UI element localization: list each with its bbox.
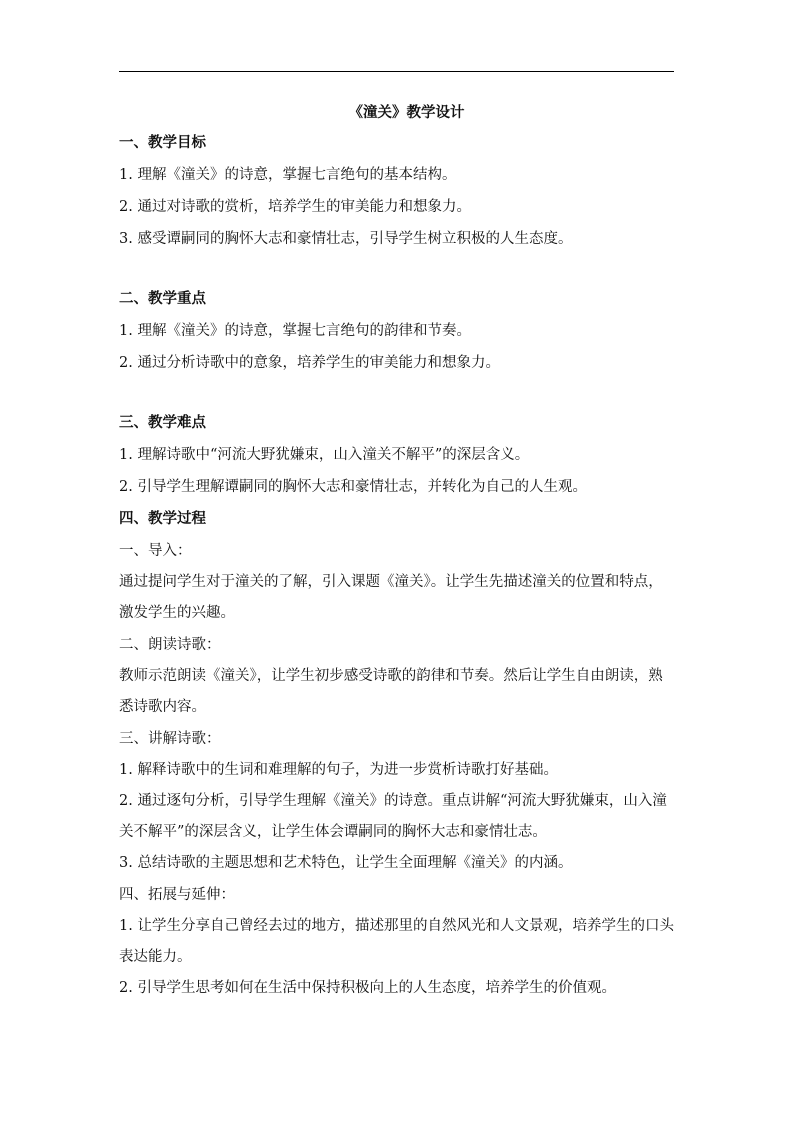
document-title: 《潼关》教学设计 — [348, 104, 465, 121]
section-heading-key-points: 二、教学重点 — [119, 290, 206, 307]
section-heading-process: 四、教学过程 — [119, 510, 206, 527]
list-item: 3. 感受谭嗣同的胸怀大志和豪情壮志，引导学生树立积极的人生态度。 — [119, 231, 573, 247]
list-item: 2. 通过对诗歌的赏析，培养学生的审美能力和想象力。 — [119, 199, 471, 215]
list-item: 2. 引导学生理解谭嗣同的胸怀大志和豪情壮志，并转化为自己的人生观。 — [119, 479, 587, 495]
step-paragraph: 通过提问学生对于潼关的了解，引入课题《潼关》。让学生先描述潼关的位置和特点，激发学生的兴趣。 — [119, 574, 663, 621]
list-item: 1. 让学生分享自己曾经去过的地方，描述那里的自然风光和人文景观，培养学生的口头表达能力。 — [119, 918, 674, 965]
header-rule — [119, 71, 674, 72]
section-heading-difficulties: 三、教学难点 — [119, 414, 206, 431]
section-heading-objectives: 一、教学目标 — [119, 134, 206, 151]
step-label-extension: 四、拓展与延伸： — [119, 887, 235, 903]
list-item: 2. 通过分析诗歌中的意象，培养学生的审美能力和想象力。 — [119, 355, 500, 371]
list-item: 1. 理解《潼关》的诗意，掌握七言绝句的韵律和节奏。 — [119, 323, 471, 339]
list-item: 2. 通过逐句分析，引导学生理解《潼关》的诗意。重点讲解“河流大野犹嫌束，山入潼关不解平”的深层含义，让学生体会谭嗣同的胸怀大志和豪情壮志。 — [119, 793, 667, 840]
step-label-explain: 三、讲解诗歌： — [119, 731, 221, 747]
document-body — [119, 99, 674, 1004]
step-paragraph: 教师示范朗读《潼关》，让学生初步感受诗歌的韵律和节奏。然后让学生自由朗读，熟悉诗歌内容。 — [119, 668, 663, 715]
list-item: 1. 解释诗歌中的生词和难理解的句子，为进一步赏析诗歌打好基础。 — [119, 762, 558, 778]
spacer — [119, 379, 674, 407]
list-item: 3. 总结诗歌的主题思想和艺术特色，让学生全面理解《潼关》的内涵。 — [119, 855, 573, 871]
list-item: 2. 引导学生思考如何在生活中保持积极向上的人生态度，培养学生的价值观。 — [119, 980, 616, 996]
list-item: 1. 理解《潼关》的诗意，掌握七言绝句的基本结构。 — [119, 167, 457, 183]
list-item: 1. 理解诗歌中“河流大野犹嫌束，山入潼关不解平”的深层含义。 — [119, 447, 530, 463]
step-label-intro: 一、导入： — [119, 543, 192, 559]
step-label-reading: 二、朗读诗歌： — [119, 637, 221, 653]
spacer — [119, 255, 674, 283]
